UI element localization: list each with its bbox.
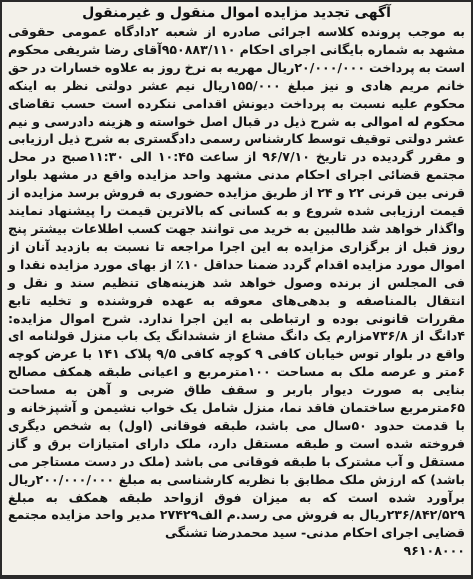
notice-reference-number: ۹۶۱۰۸۰۰۰ xyxy=(403,543,465,559)
clipping-bottom-border xyxy=(2,575,471,577)
notice-body: به موجب پرونده کلاسه اجرائی صادره از شعبه ۲دادگاه عمومی حقوقی مشهد به شماره بایگانی اجرای احکام ۹۵۰۸۸۳/۱۱۰آقای رضا شریفی محکوم است به پرداخت ۲۰/۰۰۰/۰۰۰ریال مهریه به نرخ روز به علاوه خسارات در حق خانم مریم هادی و نیز مبلغ ۱۵۵/۰۰۰ریال نیم عشر دولتی نظر به اینکه محکوم علیه نسبت به پرداخت دیونش اقدامی ننکرده است حسب تقاضای محکوم له اموالی به شرح ذیل در قبال اصل خواسته و هزینه دادرسی و نیم عشر دولتی توقیف توسط کارشناس رسمی دادگستری به شرح ذیل ارزیابی و مقرر گردیده در تاریخ ۹۶/۷/۱۰ از ساعت ۱۰:۴۵ الی ۱۱:۳۰صبح در محل مجتمع قضائی اجرای احکام مدنی مشهد واحد مزایده واقع در مشهد بلوار قرنی بین قرنی ۲۲ و ۲۴ از طریق مزایده حضوری به فروش برسد مزایده از قیمت ارزیابی شده شروع و به کسانی که بالاترین قیمت را پیشنهاد نمایند واگذار خواهد شد طالبین به خرید می توانند جهت کسب اطلاعات بیشتر پنج روز قبل از برگزاری مزایده به این اجرا مراجعه تا نسبت به بازدید آنان از اموال مورد مزایده اقدام گردد ضمنا حداقل ۱۰٪ از بهای مورد مزایده نقدا و فی المجلس از برنده وصول خواهد شد هزینه‌های تنظیم سند و نقل و انتقال بالمناصفه و بدهی‌های معوقه به عهده فروشنده و تخلیه تابع مقررات قانونی بوده و ارتباطی به این اجرا ندارد. شرح اموال مزایده: ۴دانگ از ۷۳۶/۸مزارم یک دانگ مشاع از ششدانگ یک باب منزل قولنامه ای واقع در بلوار توس خیابان کافی ۹ کوچه کافی ۹/۵ پلاک ۱۴۱ با عرض کوچه ۶متر و عرصه ملک به مساحت ۱۰۰مترمربع و اعیانی طبقه همکف مصالح بنایی به صورت دیوار باربر و سقف طاق ضربی و آهن به مساحت ۶۵مترمربع ساختمان فاقد نما، منزل شامل یک خواب نشیمن و آشپزخانه و با قدمت حدود ۵۰سال می باشد، طبقه فوقانی (اول) به شخص دیگری فروخته شده است و طبقه مستقل دارد، ملک دارای امتیازات برق و گاز مستقل و آب مشترک با طبقه فوقانی می باشد (ملک در دست مستاجر می باشد) که ارزش ملک مطابق با نظریه کارشناسی به مبلغ ۲۰۰/۰۰۰/۰۰۰ریال برآورد شده است که به میزان فوق ازواحد طبقه همکف به مبلغ ۲۳۶/۸۴۲/۵۲۹ریال به فروش می رسد.م الف۲۷۴۲۹ مدیر واحد مزایده مجتمع قضایی اجرای احکام مدنی- سید محمدرضا تشنگی xyxy=(8,24,466,541)
notice-title: آگهی تجدید مزایده اموال منقول و غیرمنقول xyxy=(82,5,391,21)
